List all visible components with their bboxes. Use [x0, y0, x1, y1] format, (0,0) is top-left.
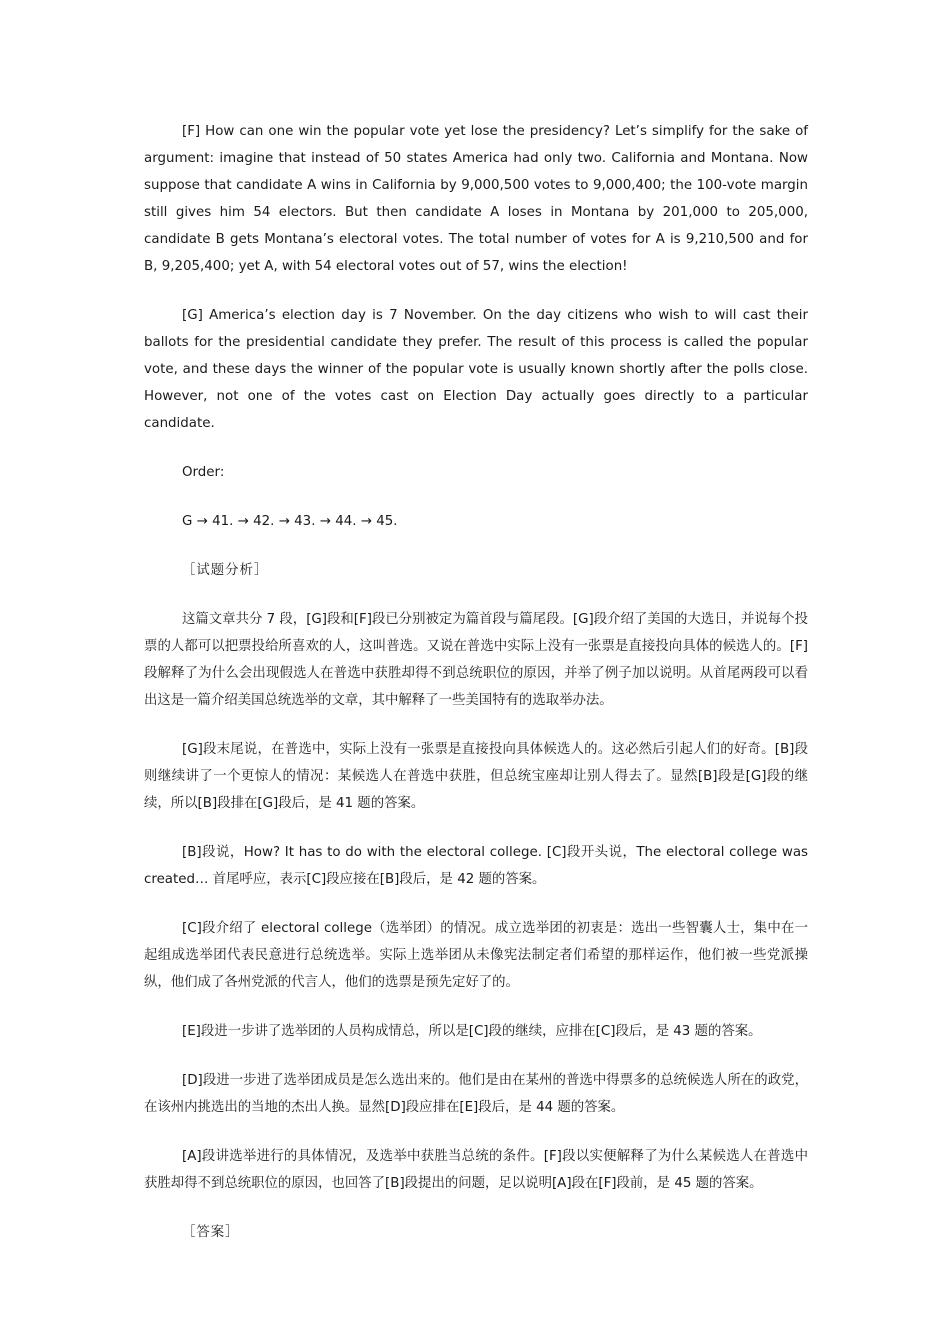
paragraph-f: [F] How can one win the popular vote yet lose the presidency? Let’s simplify for the sake of argument: imagine that instead of 50 states America had only two. California and Montana. Now suppose that candidate A wins in California by 9,000,500 votes to 9,000,400; the 100-vote margin still gives him 54 electors. But then candidate A loses in Montana by 201,000 to 205,000, candidate B gets Montana’s electoral votes. The total number of votes for A is 9,210,500 and for B, 9,205,400; yet A, with 54 electoral votes out of 57, wins the election! [144, 124, 808, 274]
analysis-paragraph-7: [A]段讲选举进行的具体情况，及选举中获胜当总统的条件。[F]段以实便解释了为什么某候选人在普选中获胜却得不到总统职位的原因，也回答了[B]段提出的问题，足以说明[A]段在[F]段前，是 45 题的答案。 [144, 1149, 808, 1191]
analysis-paragraph-4: [C]段介绍了 electoral college（选举团）的情况。成立选举团的初衷是：选出一些智囊人士，集中在一起组成选举团代表民意进行总统选举。实际上选举团从未像宪法制定者们希望的那样运作，他们被一些党派操纵，他们成了各州党派的代言人，他们的选票是预先定好了的。 [144, 921, 808, 990]
analysis-paragraph-1: 这篇文章共分 7 段，[G]段和[F]段已分别被定为篇首段与篇尾段。[G]段介绍了美国的大选日，并说每个投票的人都可以把票投给所喜欢的人，这叫普选。又说在普选中实际上没有一张票是直接投向具体的候选人的。[F]段解释了为什么会出现假选人在普选中获胜却得不到总统职位的原因，并举了例子加以说明。从首尾两段可以看出这是一篇介绍美国总统选举的文章，其中解释了一些美国特有的选取举办法。 [144, 612, 808, 708]
document-page [144, 118, 808, 1246]
analysis-paragraph-5: [E]段进一步讲了选举团的人员构成情总，所以是[C]段的继续，应排在[C]段后，是 43 题的答案。 [182, 1024, 762, 1039]
analysis-paragraph-6: [D]段进一步进了选举团成员是怎么选出来的。他们是由在某州的普选中得票多的总统候选人所在的政党，在该州内挑选出的当地的杰出人换。显然[D]段应排在[E]段后，是 44 题的答案。 [144, 1073, 808, 1115]
analysis-heading: ［试题分析］ [182, 563, 269, 578]
analysis-paragraph-3: [B]段说，How? It has to do with the electoral college. [C]段开头说，The electoral college was created… 首尾呼应，表示[C]段应接在[B]段后，是 42 题的答案。 [144, 845, 808, 887]
analysis-paragraph-2: [G]段末尾说，在普选中，实际上没有一张票是直接投向具体候选人的。这必然后引起人们的好奇。[B]段则继续讲了一个更惊人的情况：某候选人在普选中获胜，但总统宝座却让别人得去了。显然[B]段是[G]段的继续，所以[B]段排在[G]段后，是 41 题的答案。 [144, 742, 808, 811]
order-label: Order: [182, 465, 225, 480]
answer-heading: ［答案］ [182, 1225, 240, 1240]
order-sequence: G → 41. → 42. → 43. → 44. → 45. [182, 514, 398, 529]
paragraph-g: [G] America’s election day is 7 November. On the day citizens who wish to will cast their ballots for the presidential candidate they prefer. The result of this process is called the popular vote, and these days the winner of the popular vote is usually known shortly after the polls close. However, not one of the votes cast on Election Day actually goes directly to a particular candidate. [144, 308, 808, 431]
